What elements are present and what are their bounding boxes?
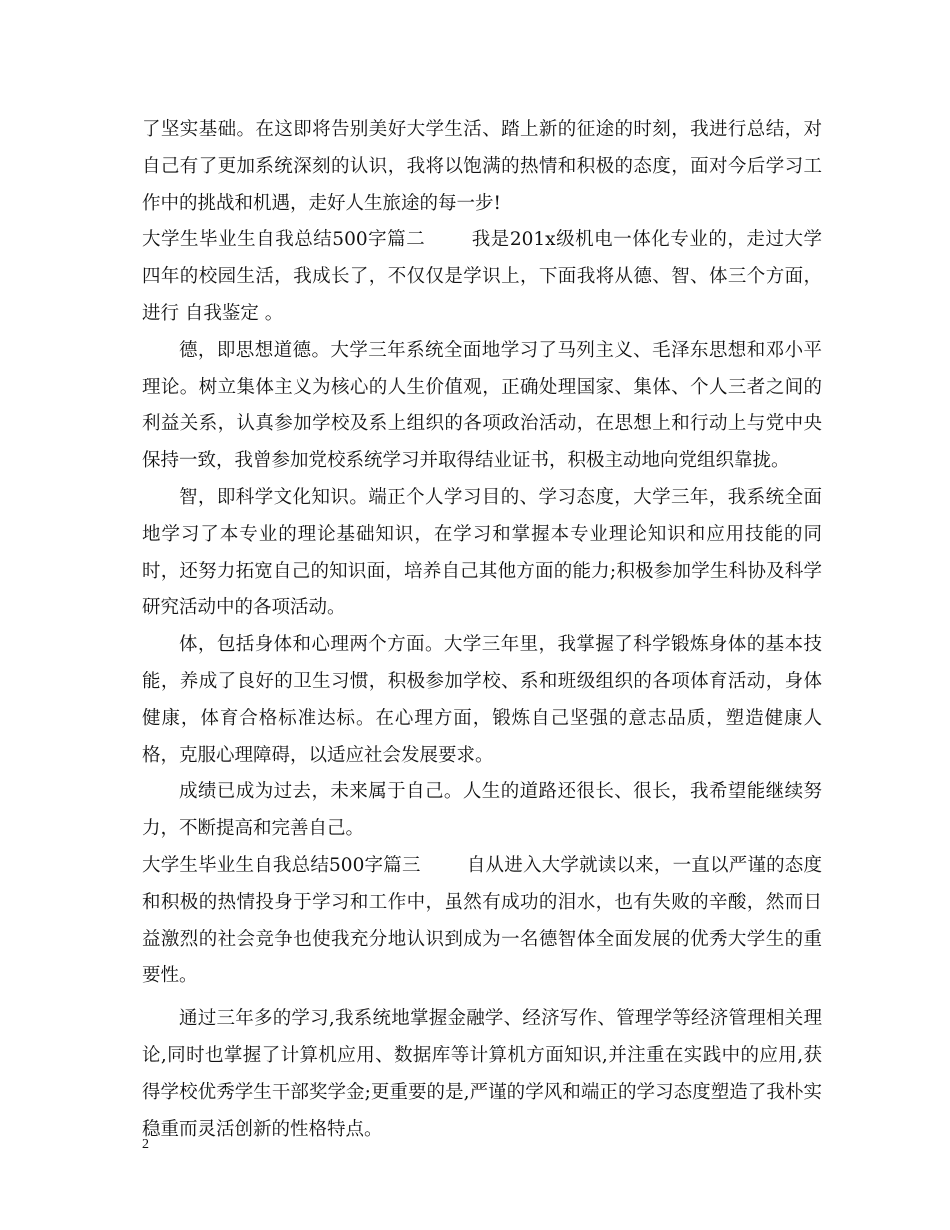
paragraph-morality: 德，即思想道德。大学三年系统全面地学习了马列主义、毛泽东思想和邓小平理论。树立集体主义为核心的人生价值观，正确处理国家、集体、个人三者之间的利益关系，认真参加学校及系上组织的各项政治活动，在思想上和行动上与党中央保持一致，我曾参加党校系统学习并取得结业证书，积极主动地向党组织靠拢。 (142, 339, 822, 472)
paragraph-section-three (142, 848, 822, 995)
paragraph-study-summary: 通过三年多的学习,我系统地掌握金融学、经济写作、管理学等经济管理相关理论,同时也掌握了计算机应用、数据库等计算机方面知识,并注重在实践中的应用,获得学校优秀学生干部奖学金;更重要的是,严谨的学风和端正的学习态度塑造了我朴实稳重而灵活创新的性格特点。 (142, 1008, 822, 1140)
paragraph-intelligence: 智，即科学文化知识。端正个人学习目的、学习态度，大学三年，我系统全面地学习了本专业的理论基础知识，在学习和掌握本专业理论知识和应用技能的同时，还努力拓宽自己的知识面，培养自己其他方面的能力;积极参加学生科协及科学研究活动中的各项活动。 (142, 486, 822, 619)
section-two-intro-text: 我是201x级机电一体化专业的，走过大学四年的校园生活，我成长了，不仅仅是学识上，下面我将从德、智、体三个方面，进行 自我鉴定 。 (142, 229, 823, 324)
document-body (142, 112, 822, 1148)
section-heading-two: 大学生毕业生自我总结500字篇二 (142, 229, 426, 251)
section-three-intro-text: 自从进入大学就读以来，一直以严谨的态度和积极的热情投身于学习和工作中，虽然有成功的泪水，也有失败的辛酸，然而日益激烈的社会竞争也使我充分地认识到成为一名德智体全面发展的优秀大学生的重要性。 (142, 854, 822, 987)
page-number: 2 (142, 1137, 149, 1152)
section-heading-three: 大学生毕业生自我总结500字篇三 (142, 854, 421, 876)
paragraph-intro-conclusion: 了坚实基础。在这即将告别美好大学生活、踏上新的征途的时刻，我进行总结，对自己有了更加系统深刻的认识，我将以饱满的热情和积极的态度，面对今后学习工作中的挑战和机遇，走好人生旅途的每一步! (142, 119, 822, 214)
paragraph-section-two (142, 222, 822, 332)
paragraph-future: 成绩已成为过去，未来属于自己。人生的道路还很长、很长，我希望能继续努力，不断提高和完善自己。 (142, 781, 822, 840)
paragraph-physical: 体，包括身体和心理两个方面。大学三年里，我掌握了科学锻炼身体的基本技能，养成了良好的卫生习惯，积极参加学校、系和班级组织的各项体育活动，身体健康，体育合格标准达标。在心理方面，锻炼自己坚强的意志品质，塑造健康人格，克服心理障碍，以适应社会发展要求。 (142, 634, 822, 766)
